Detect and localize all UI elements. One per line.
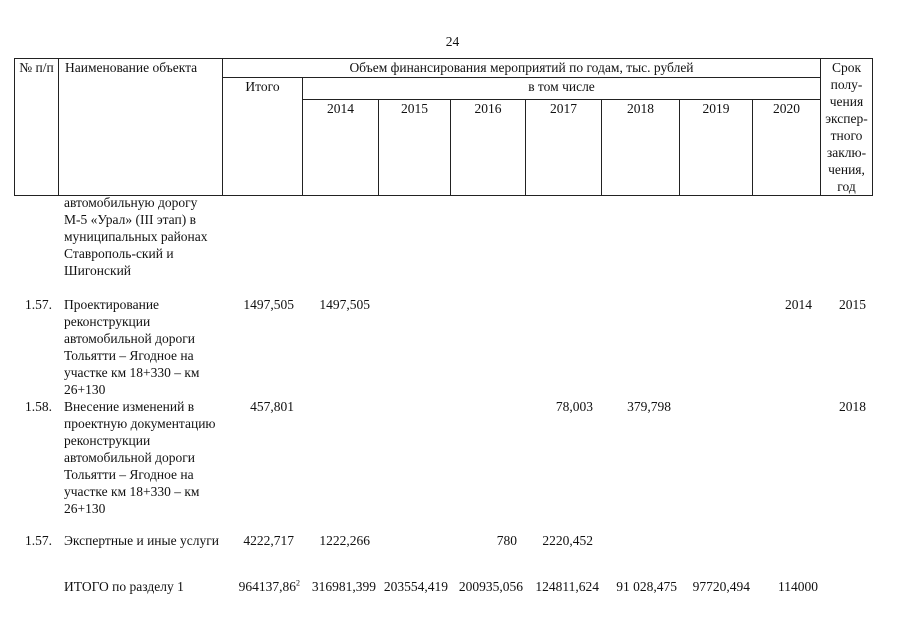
row-2015: [378, 194, 450, 296]
header-year: 2018: [602, 100, 680, 196]
row-2020: [752, 398, 820, 532]
row-2019: [679, 532, 752, 578]
row-2019: [679, 194, 752, 296]
header-year: 2019: [680, 100, 753, 196]
header-including: в том числе: [303, 78, 821, 100]
row-total: [222, 194, 302, 296]
row-2014: [302, 398, 378, 532]
row-name: Внесение изменений в проектную документацию реконструкции автомобильной дороги Тольятти – Ягодное на участке км 18+330 – км 26+130: [64, 399, 216, 516]
row-2017: 124811,624: [535, 579, 599, 594]
row-2015: [378, 398, 450, 532]
row-2015: [378, 532, 450, 578]
row-2014: 1222,266: [319, 533, 370, 548]
row-num: [14, 578, 58, 600]
row-deadline: [820, 532, 872, 578]
header-year: 2014: [303, 100, 379, 196]
row-2018: 91 028,475: [616, 579, 677, 594]
row-deadline: 2015: [839, 297, 866, 312]
header-volume: Объем финансирования мероприятий по годам, тыс. рублей: [223, 59, 821, 78]
row-2018: [601, 532, 679, 578]
header-year: 2016: [451, 100, 526, 196]
row-num: [14, 194, 58, 296]
row-num: 1.58.: [25, 399, 52, 414]
header-num: № п/п: [15, 59, 59, 196]
row-2018: [601, 194, 679, 296]
row-2019: [679, 296, 752, 398]
row-2014: [302, 194, 378, 296]
row-2016: 200935,056: [458, 579, 523, 594]
row-name: ИТОГО по разделу 1: [64, 579, 184, 594]
table-row: [14, 194, 872, 296]
row-2017: [525, 296, 601, 398]
row-total: 457,801: [250, 399, 294, 414]
table-body: [14, 194, 872, 600]
table-row: [14, 532, 872, 578]
header-total: Итого: [223, 78, 303, 196]
footnote-mark: 2: [296, 578, 300, 588]
row-2020: [752, 194, 820, 296]
row-total-value: 964137,86: [238, 579, 296, 594]
row-total: [222, 578, 302, 600]
row-2018: [601, 296, 679, 398]
table-row: [14, 398, 872, 532]
header-deadline: Срок полу-чения экспер-тного заклю-чения, год: [821, 59, 873, 196]
row-2019: 97720,494: [692, 579, 750, 594]
row-2020: 2014: [785, 297, 812, 312]
row-num: 1.57.: [25, 297, 52, 312]
row-2016: 780: [496, 533, 517, 548]
row-name: Проектирование реконструкции автомобильной дороги Тольятти – Ягодное на участке км 18+330 – км 26+130: [64, 297, 200, 397]
row-2020: [752, 532, 820, 578]
header-name: Наименование объекта: [59, 59, 223, 196]
table-row: [14, 296, 872, 398]
row-2016: [450, 398, 525, 532]
row-2015: 203554,419: [383, 579, 448, 594]
header-year: 2020: [753, 100, 821, 196]
page-number: 24: [445, 34, 460, 49]
row-deadline: [820, 578, 872, 600]
row-name: автомобильную дорогу М-5 «Урал» (III этап) в муниципальных районах Ставрополь-ский и Шигонский: [64, 195, 208, 278]
row-total: 1497,505: [243, 297, 294, 312]
row-2017: 78,003: [555, 399, 593, 414]
table-header: [14, 58, 873, 196]
row-2014: 1497,505: [319, 297, 370, 312]
row-2018: 379,798: [627, 399, 671, 414]
table-row-total: [14, 578, 872, 600]
header-year: 2015: [379, 100, 451, 196]
row-2019: [679, 398, 752, 532]
row-2016: [450, 296, 525, 398]
row-2015: [378, 296, 450, 398]
row-num: 1.57.: [25, 533, 52, 548]
row-total: 4222,717: [243, 533, 294, 548]
row-2017: 2220,452: [542, 533, 593, 548]
row-2017: [525, 194, 601, 296]
row-2016: [450, 194, 525, 296]
row-deadline: 2018: [839, 399, 866, 414]
row-2014: 316981,399: [311, 579, 376, 594]
header-year: 2017: [526, 100, 602, 196]
row-name: Экспертные и иные услуги: [64, 533, 219, 548]
row-2020: 114000: [778, 579, 818, 594]
row-deadline: [820, 194, 872, 296]
